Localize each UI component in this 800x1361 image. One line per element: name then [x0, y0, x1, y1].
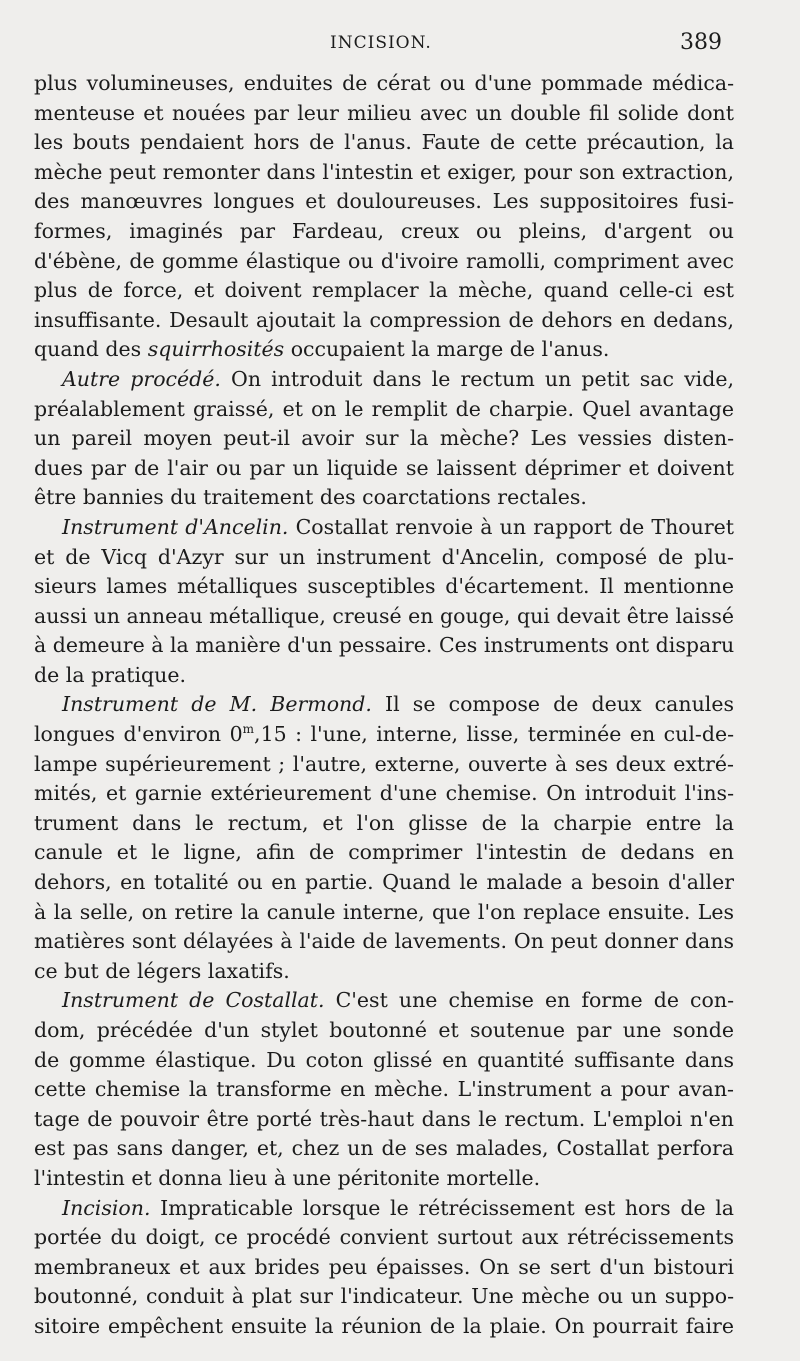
text-line: [34, 187, 734, 217]
text-line: [34, 158, 734, 188]
text-line: [34, 395, 734, 425]
italic-text: Incision.: [62, 1195, 151, 1220]
line-text: les bouts pendaient hors de l'anus. Faute de cette précaution, la: [34, 130, 734, 155]
text-line: [34, 365, 734, 395]
text-line: [34, 690, 734, 720]
line-text: plus volumineuses, enduites de cérat ou d'une pommade médica-: [34, 71, 734, 95]
line-text: mèche peut remonter dans l'intestin et exiger, pour son extraction,: [34, 159, 734, 184]
line-text: Il se compose de deux canules: [371, 692, 734, 717]
italic-text: Instrument d'Ancelin.: [62, 514, 289, 539]
line-text: d'ébène, de gomme élastique ou d'ivoire ramolli, compriment avec: [34, 248, 734, 273]
text-line: [34, 247, 734, 277]
page-number: 389: [680, 30, 722, 55]
line-text: préalablement graissé, et on le remplit de charpie. Quel avantage: [34, 396, 734, 421]
text-line: [34, 335, 734, 365]
text-line: [34, 1282, 734, 1312]
text-line: [34, 1194, 734, 1224]
text-line: [34, 1164, 734, 1194]
running-head: INCISION.: [330, 33, 432, 53]
line-text: Costallat renvoie à un rapport de Thouret: [288, 514, 734, 539]
text-line: [34, 750, 734, 780]
text-line: [34, 838, 734, 868]
line-text: quand des: [34, 337, 148, 362]
text-line: [34, 1046, 734, 1076]
text-line: [34, 572, 734, 602]
line-text: matières sont délayées à l'aide de lavements. On peut donner dans: [34, 929, 734, 954]
line-text: boutonné, conduit à plat sur l'indicateur. Une mèche ou un suppo-: [34, 1284, 734, 1309]
text-line: [34, 99, 734, 129]
text-line: [34, 986, 734, 1016]
line-text: des manœuvres longues et douloureuses. Les suppositoires fusi-: [34, 189, 734, 214]
text-line: [34, 809, 734, 839]
line-text: tage de pouvoir être porté très-haut dans le rectum. L'emploi n'en: [34, 1106, 734, 1131]
text-line: [34, 868, 734, 898]
text-line: [34, 217, 734, 247]
superscript: m: [242, 722, 255, 737]
text-line: [34, 1105, 734, 1135]
line-text: trument dans le rectum, et l'on glisse de la charpie entre la: [34, 810, 734, 835]
text-line: [34, 306, 734, 336]
line-text: longues d'environ 0: [34, 722, 243, 747]
line-text: dues par de l'air ou par un liquide se laissent déprimer et doivent: [34, 455, 734, 480]
text-line: [34, 661, 734, 691]
line-text: occupaient la marge de l'anus.: [284, 337, 610, 362]
line-text: à demeure à la manière d'un pessaire. Ces instruments ont disparu: [34, 633, 734, 658]
line-text: aussi un anneau métallique, creusé en gouge, qui devait être laissé: [34, 603, 734, 628]
italic-text: squirrhosités: [147, 337, 285, 362]
line-text: dom, précédée d'un stylet boutonné et soutenue par une sonde: [34, 1018, 734, 1042]
text-line: [34, 602, 734, 632]
line-text: de la pratique.: [34, 662, 186, 687]
line-text: sieurs lames métalliques susceptibles d'écartement. Il mentionne: [34, 574, 734, 599]
line-text: insuffisante. Desault ajoutait la compression de dehors en dedans,: [34, 307, 734, 332]
line-text: cette chemise la transforme en mèche. L'instrument a pour avan-: [34, 1077, 734, 1102]
text-line: [34, 513, 734, 543]
text-line: [34, 927, 734, 957]
text-line: [34, 276, 734, 306]
text-line: [34, 1312, 734, 1342]
line-text: l'intestin et donna lieu à une péritonite mortelle.: [34, 1165, 541, 1190]
text-line: [34, 424, 734, 454]
text-line: [34, 128, 734, 158]
line-text: mités, et garnie extérieurement d'une chemise. On introduit l'ins-: [34, 781, 734, 806]
text-line: [34, 720, 734, 750]
line-text: et de Vicq d'Azyr sur un instrument d'Ancelin, composé de plu-: [34, 544, 734, 569]
line-text: canule et le ligne, afin de comprimer l'intestin de dedans en: [34, 840, 734, 865]
text-line: [34, 1134, 734, 1164]
text-line: [34, 454, 734, 484]
text-line: [34, 69, 734, 99]
line-text: à la selle, on retire la canule interne, que l'on replace ensuite. Les: [34, 899, 734, 924]
line-text: On introduit dans le rectum un petit sac vide,: [220, 366, 734, 391]
page-body-text: [34, 69, 734, 1342]
text-line: [34, 631, 734, 661]
line-text: de gomme élastique. Du coton glissé en quantité suffisante dans: [34, 1047, 734, 1072]
text-line: [34, 1016, 734, 1046]
italic-text: Instrument de M. Bermond.: [62, 692, 372, 717]
line-text: dehors, en totalité ou en partie. Quand le malade a besoin d'aller: [34, 870, 734, 895]
line-text: être bannies du traitement des coarctations rectales.: [34, 485, 587, 510]
line-text: sitoire empêchent ensuite la réunion de la plaie. On pourrait faire: [34, 1313, 734, 1338]
page-header: [0, 30, 800, 60]
text-line: [34, 898, 734, 928]
line-text: lampe supérieurement ; l'autre, externe, ouverte à ses deux extré-: [34, 751, 734, 776]
line-text: un pareil moyen peut-il avoir sur la mèche? Les vessies disten-: [34, 426, 734, 451]
text-line: [34, 483, 734, 513]
line-text: ce but de légers laxatifs.: [34, 958, 290, 983]
italic-text: Instrument de Costallat.: [62, 988, 325, 1013]
line-text: formes, imaginés par Fardeau, creux ou pleins, d'argent ou: [34, 218, 734, 243]
italic-text: Autre procédé.: [62, 366, 221, 391]
text-line: [34, 543, 734, 573]
text-line: [34, 779, 734, 809]
text-line: [34, 957, 734, 987]
line-text: menteuse et nouées par leur milieu avec un double fil solide dont: [34, 100, 734, 125]
line-text: Impraticable lorsque le rétrécissement est hors de la: [150, 1195, 734, 1220]
line-text: plus de force, et doivent remplacer la mèche, quand celle-ci est: [34, 278, 734, 303]
line-text: membraneux et aux brides peu épaisses. On se sert d'un bistouri: [34, 1254, 734, 1279]
line-text: ,15 : l'une, interne, lisse, terminée en cul-de-: [254, 722, 734, 747]
line-text: est pas sans danger, et, chez un de ses malades, Costallat perfora: [34, 1136, 734, 1161]
line-text: C'est une chemise en forme de con-: [324, 988, 734, 1013]
text-line: [34, 1253, 734, 1283]
text-line: [34, 1075, 734, 1105]
line-text: portée du doigt, ce procédé convient surtout aux rétrécissements: [34, 1225, 734, 1250]
text-line: [34, 1223, 734, 1253]
